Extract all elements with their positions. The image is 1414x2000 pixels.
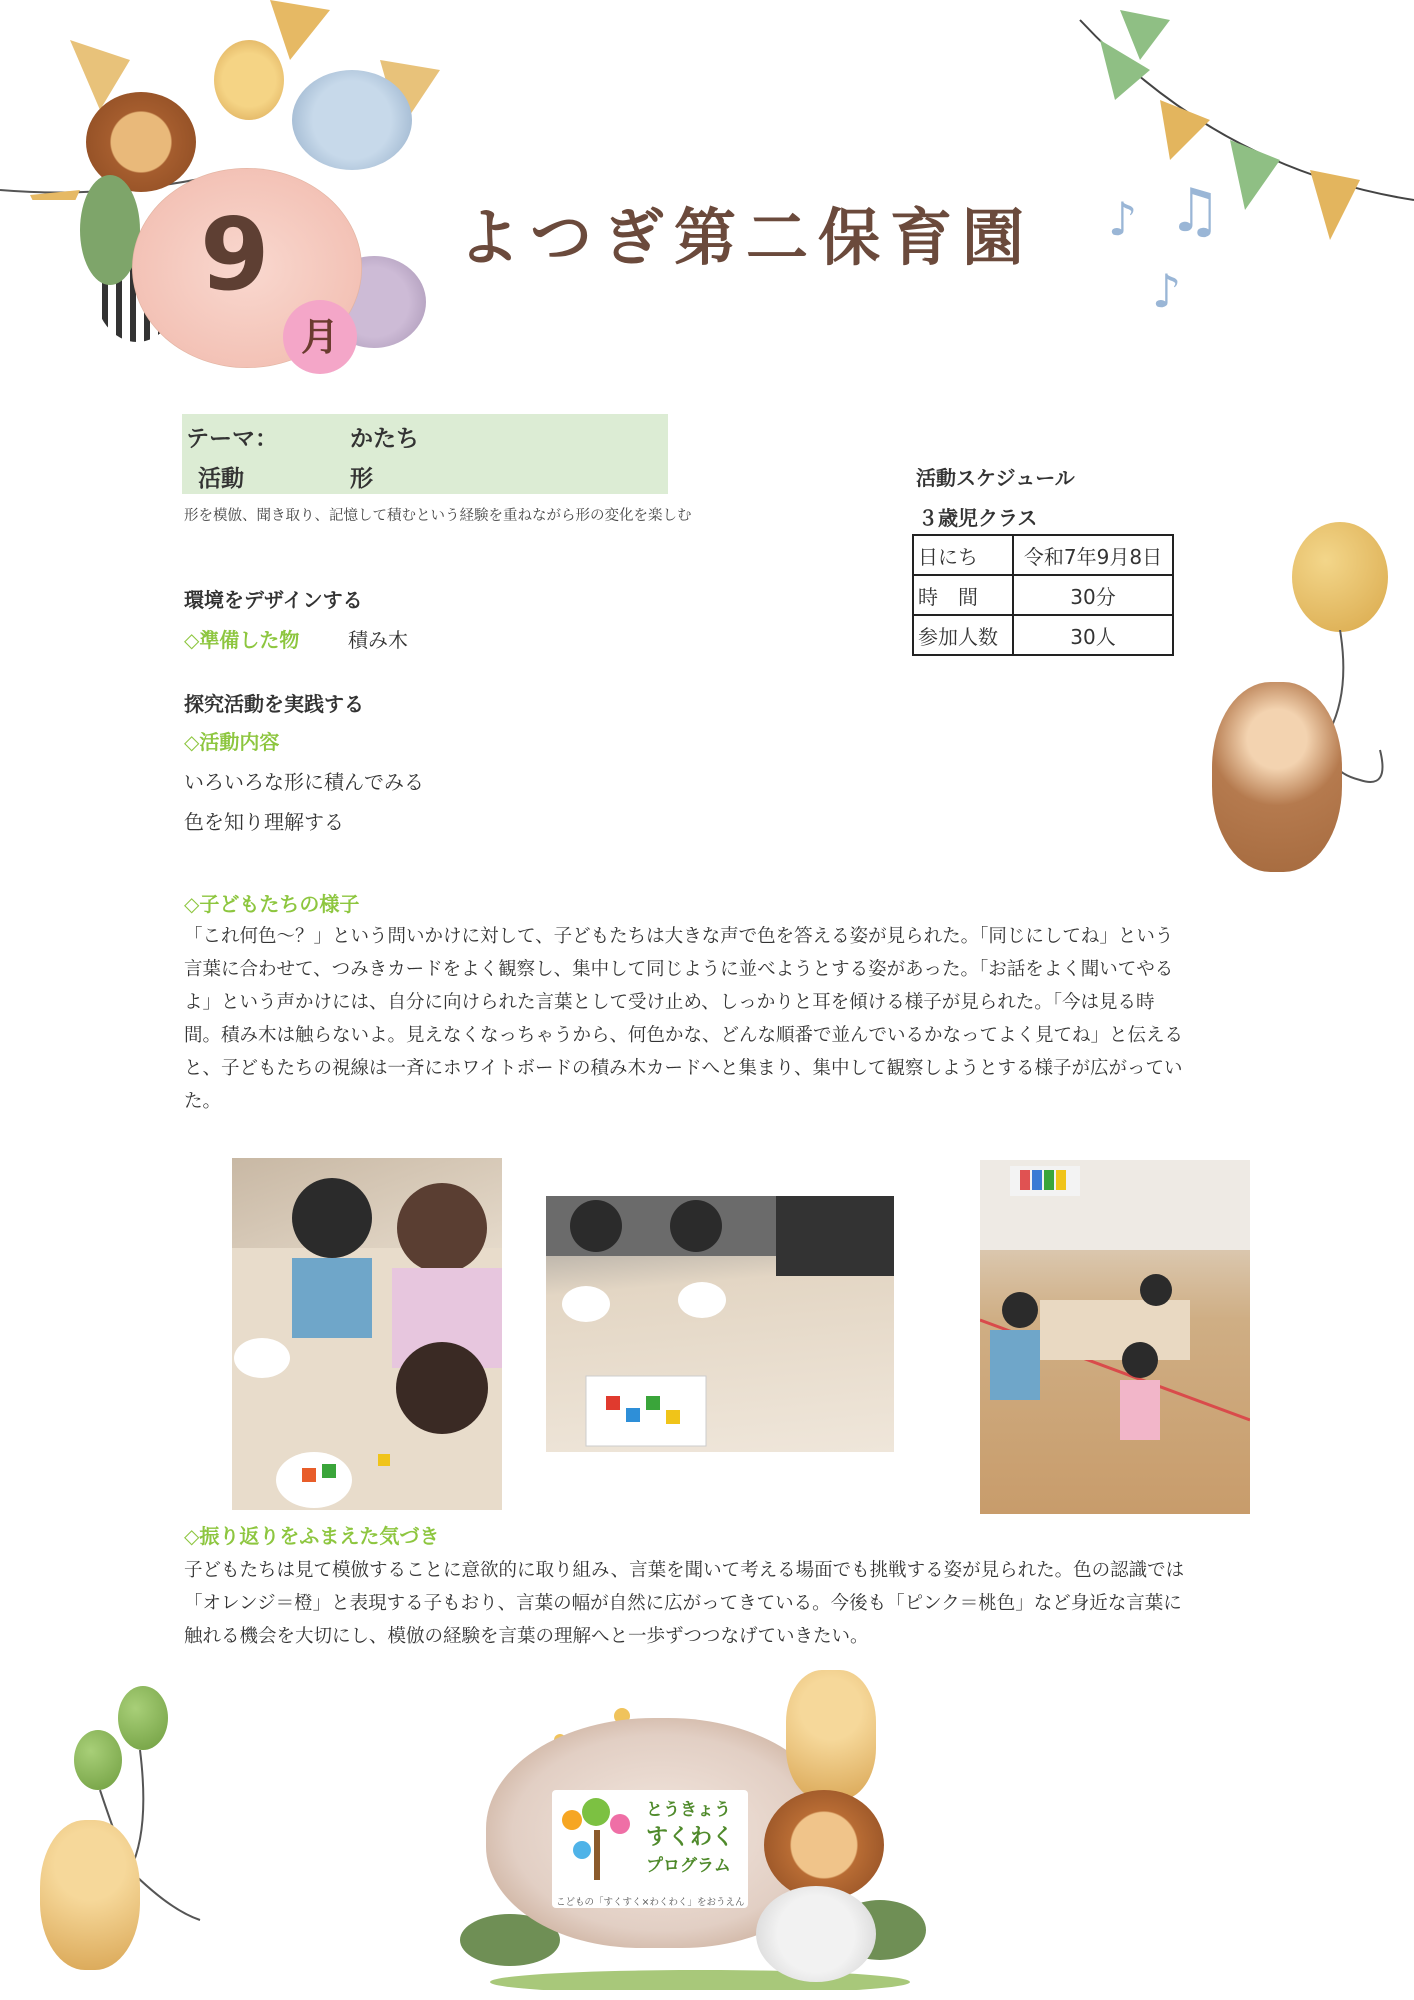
schedule-title: 活動スケジュール (916, 466, 1075, 490)
page-title: よつぎ第二保育園 (458, 201, 1035, 274)
logo-text (646, 1796, 746, 1880)
lion-illustration (764, 1790, 884, 1900)
activity-value: 形 (350, 466, 373, 492)
children-heading: ◇子どもたちの様子 (184, 892, 360, 916)
giraffe-illustration (40, 1820, 140, 1970)
activity-item: 色を知り理解する (184, 810, 344, 834)
giraffe-illustration (786, 1670, 876, 1800)
schedule-value: 令和7年9月8日 (1013, 535, 1173, 575)
logo-line: プログラム (646, 1856, 731, 1876)
logo-tagline: こどもの「すくすく×わくわく」をおうえん (556, 1897, 745, 1908)
yellow-balloon-illustration (1292, 522, 1388, 632)
music-note-icon: ♪ (1108, 192, 1138, 246)
schedule-class: ３歳児クラス (918, 506, 1038, 530)
activity-row (198, 460, 373, 493)
paragraph-line: 「これ何色～？」という問いかけに対して、子どもたちは大きな声で色を答える姿が見られた。「同じにしてね」という (184, 926, 1174, 947)
schedule-label: 日にち (913, 535, 1013, 575)
schedule-row (913, 535, 1173, 575)
prepared-value: 積み木 (348, 628, 408, 652)
schedule-label: 参加人数 (913, 615, 1013, 655)
logo-line: とうきょう (646, 1800, 731, 1820)
elephant-illustration (756, 1886, 876, 1982)
activity-label: 活動 (198, 466, 244, 492)
month-number: 9 (200, 196, 270, 313)
paragraph-line: と、子どもたちの視線は一斉にホワイトボードの積み木カードへと集まり、集中して観察しようとする様子が広がってい (184, 1058, 1183, 1079)
giraffe-illustration (214, 40, 284, 120)
reflection-paragraph (184, 1554, 1254, 1653)
schedule-row (913, 615, 1173, 655)
reflection-heading: ◇振り返りをふまえた気づき (184, 1524, 440, 1548)
monkey-illustration (1212, 682, 1342, 872)
activity-photo (546, 1196, 894, 1452)
logo-line: すくわく (646, 1825, 735, 1850)
schedule-row (913, 575, 1173, 615)
schedule-value: 30分 (1013, 575, 1173, 615)
theme-label: テーマ： (186, 426, 278, 452)
paragraph-line: よ」という声かけには、自分に向けられた言葉として受け止め、しっかりと耳を傾ける様子が見られた。「今は見る時 (184, 992, 1155, 1013)
tree-logo-icon (552, 1790, 642, 1890)
children-paragraph (184, 920, 1254, 1118)
elephant-illustration (292, 70, 412, 170)
theme-value: かたち (350, 426, 419, 452)
paragraph-line: 子どもたちは見て模倣することに意欲的に取り組み、言葉を聞いて考える場面でも挑戦する姿が見られた。色の認識では (184, 1560, 1185, 1581)
practice-heading: 探究活動を実践する (184, 692, 364, 716)
schedule-label: 時 間 (913, 575, 1013, 615)
activity-photo (980, 1160, 1250, 1514)
activity-content-label: ◇活動内容 (184, 730, 280, 754)
paragraph-line: 触れる機会を大切にし、模倣の経験を言葉の理解へと一歩ずつつなげていきたい。 (184, 1626, 869, 1647)
prepared-label: ◇準備した物 (184, 628, 300, 652)
paragraph-line: 「オレンジ＝橙」と表現する子もおり、言葉の幅が自然に広がってきている。今後も「ピンク＝桃色」など身近な言葉に (184, 1593, 1182, 1614)
photo-content (980, 1160, 1250, 1514)
paragraph-line: 言葉に合わせて、つみきカードをよく観察し、集中して同じように並べようとする姿があった。「お話をよく聞いてやる (184, 959, 1174, 980)
paragraph-line: た。 (184, 1091, 222, 1112)
month-badge: 月 (283, 300, 357, 374)
green-balloon-illustration (118, 1686, 168, 1750)
theme-row (186, 420, 419, 453)
music-note-icon: ♪ (1152, 264, 1182, 318)
schedule-value: 30人 (1013, 615, 1173, 655)
photo-content (546, 1196, 894, 1452)
activity-photo (232, 1158, 502, 1510)
theme-box (182, 414, 668, 494)
schedule-table (912, 534, 1174, 656)
theme-description: 形を模倣、聞き取り、記憶して積むという経験を重ねながら形の変化を楽しむ (184, 508, 692, 524)
activity-item: いろいろな形に積んでみる (184, 770, 424, 794)
paragraph-line: 間。積み木は触らないよ。見えなくなっちゃうから、何色かな、どんな順番で並んでいるかなってよく見てね」と伝える (184, 1025, 1184, 1046)
music-note-icon: ♫ (1168, 176, 1222, 246)
photo-content (232, 1158, 502, 1510)
environment-heading: 環境をデザインする (184, 588, 363, 612)
